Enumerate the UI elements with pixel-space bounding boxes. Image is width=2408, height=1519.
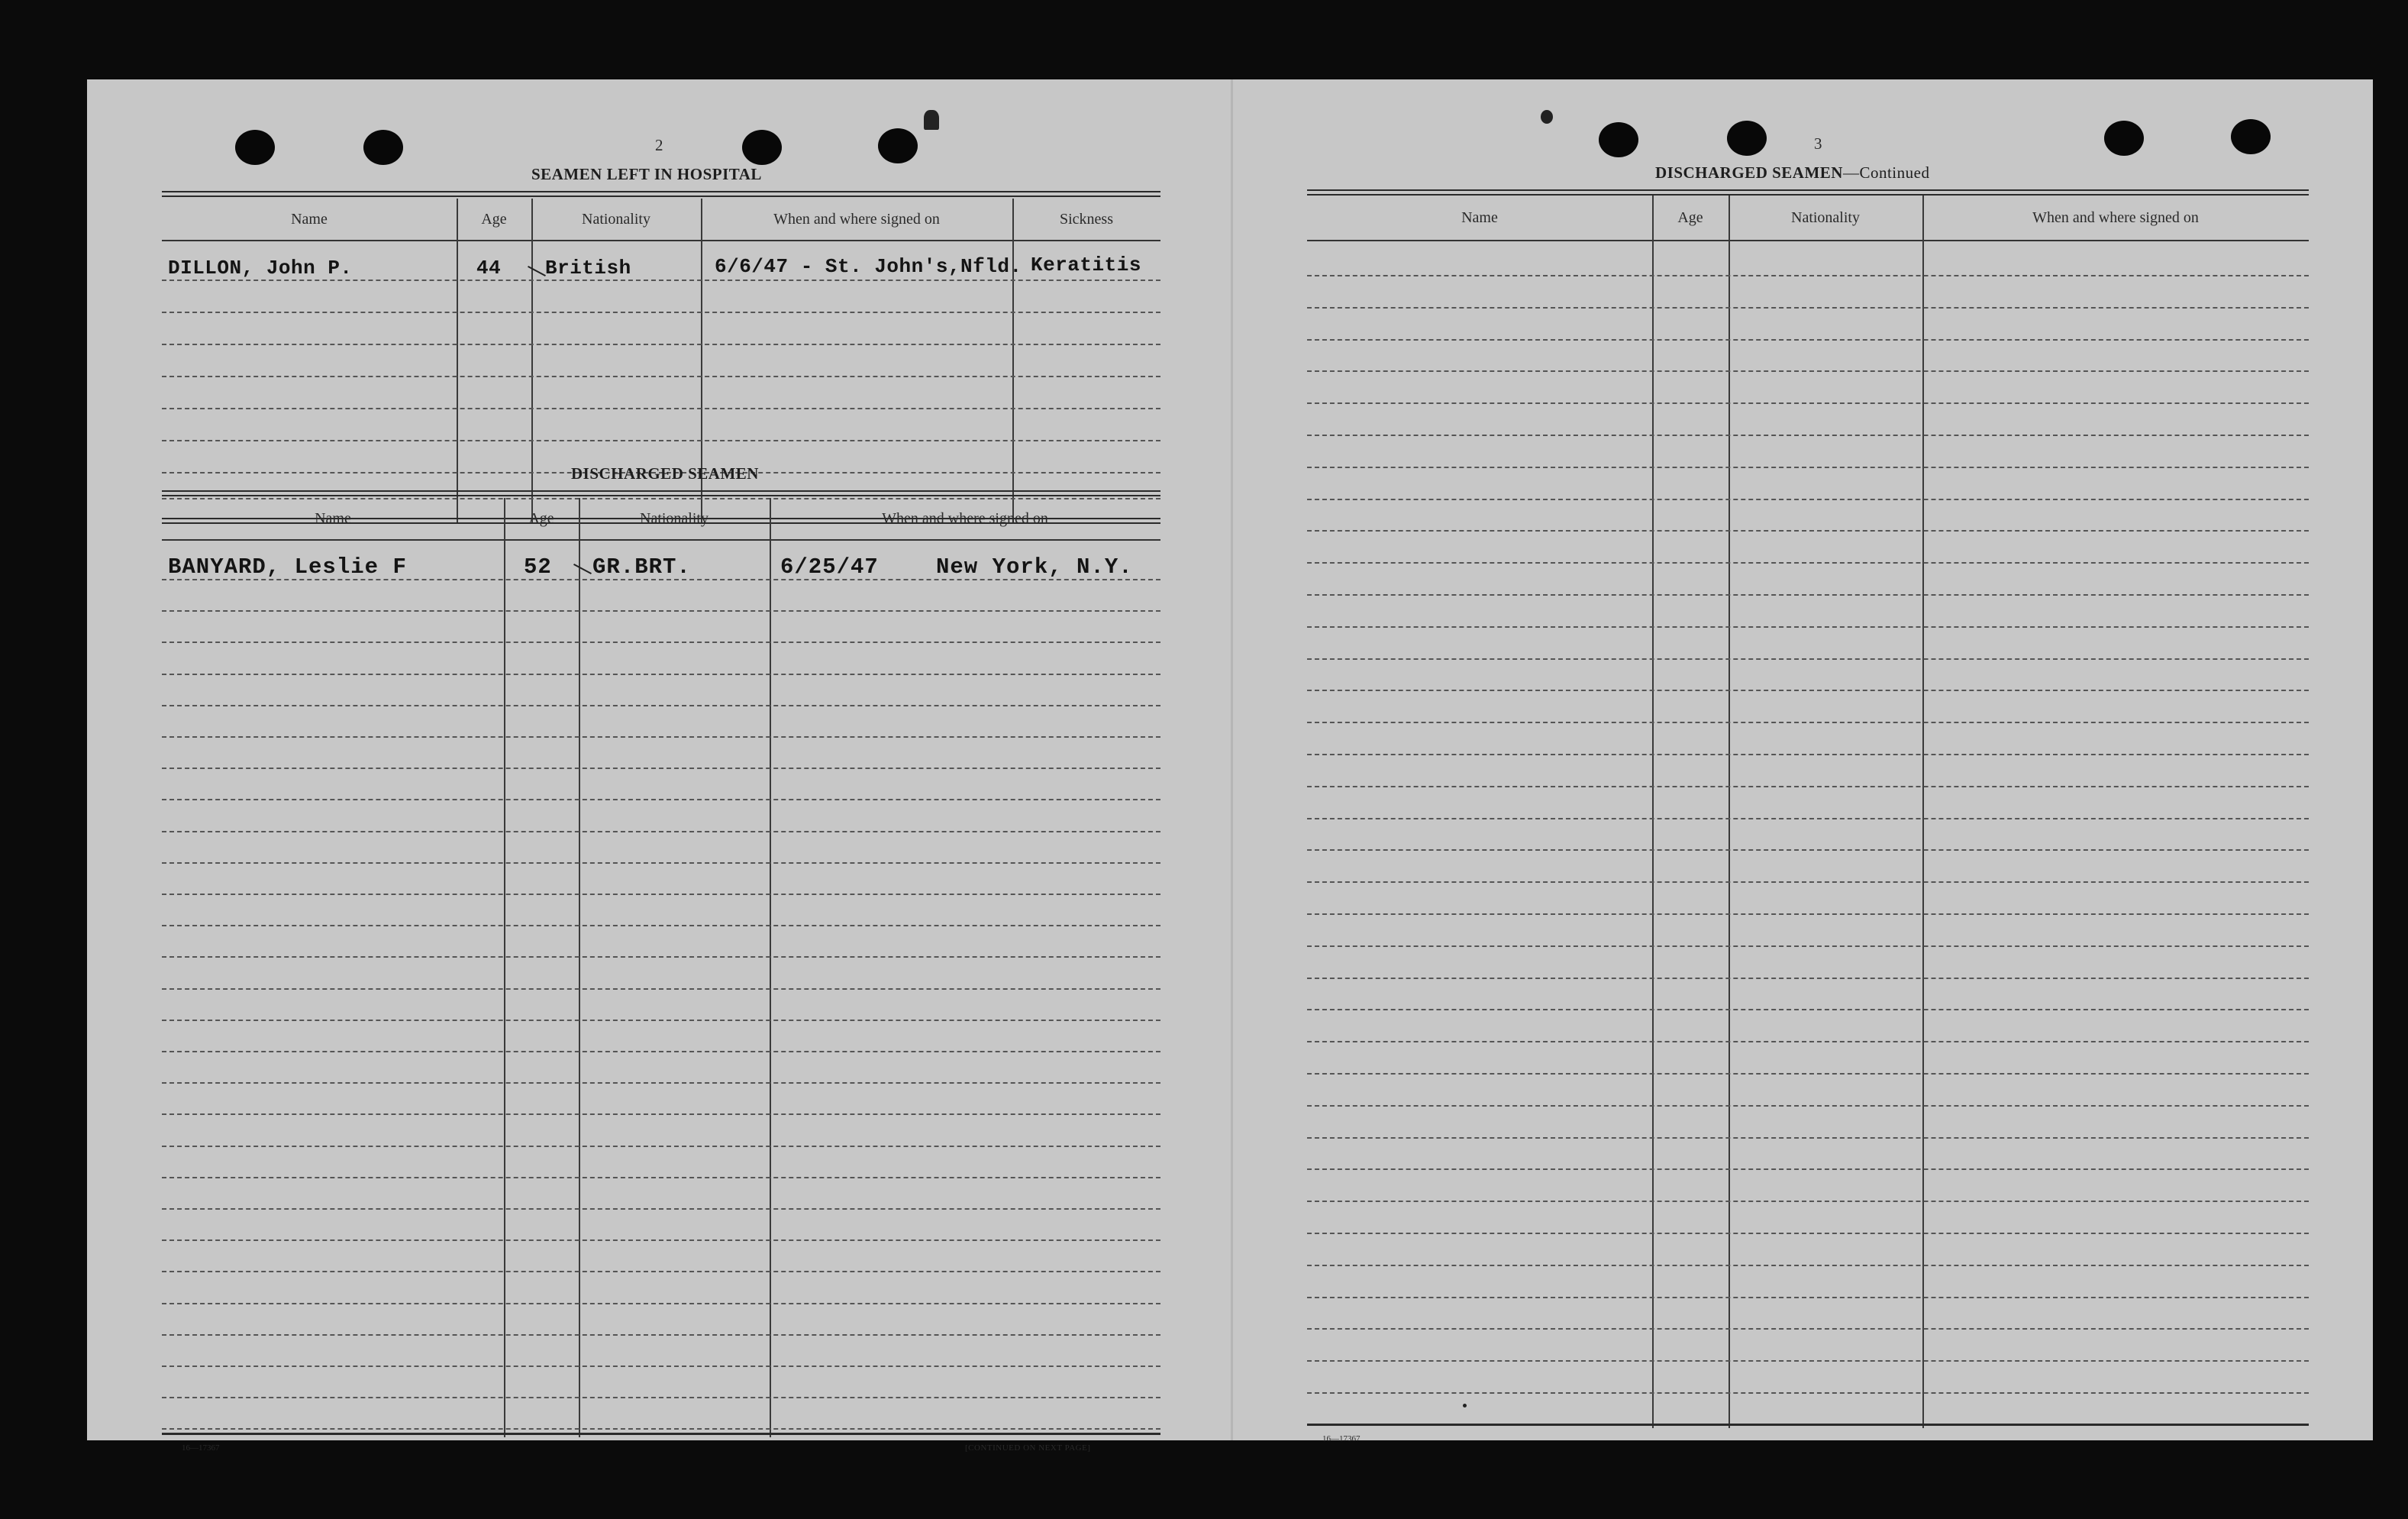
table-row-line — [1307, 1168, 2309, 1170]
form-number: 16—17367 — [182, 1443, 220, 1453]
table-row-line — [1307, 658, 2309, 660]
table-row-line — [162, 1020, 1160, 1021]
table-row-line — [162, 831, 1160, 832]
table-row-line — [1307, 1201, 2309, 1202]
table-row-line — [1307, 1233, 2309, 1234]
table-row-line — [162, 988, 1160, 990]
column-header-nationality: Nationality — [640, 510, 709, 527]
column-header-name: Name — [291, 211, 328, 228]
table-row-line — [1307, 913, 2309, 915]
table-row-line — [1307, 467, 2309, 468]
column-divider — [1729, 196, 1730, 1428]
column-header-age: Age — [528, 510, 554, 527]
table-row-line — [1307, 1297, 2309, 1298]
table-row-line — [1307, 786, 2309, 787]
bottom-rule — [1307, 1424, 2309, 1426]
table-row-line — [1307, 690, 2309, 691]
discharged-nationality-cell: GR.BRT. — [592, 554, 691, 580]
header-rule — [1307, 189, 2309, 196]
punch-hole — [2104, 121, 2144, 156]
discharged-age-cell: 52 — [524, 554, 552, 580]
table-row-line — [1307, 1009, 2309, 1010]
discharged-name-cell: BANYARD, Leslie F — [168, 554, 407, 580]
ink-speck — [1541, 110, 1553, 124]
column-divider — [504, 498, 505, 1437]
table-row-line — [1307, 1392, 2309, 1394]
punch-hole — [742, 130, 782, 165]
punch-hole — [1727, 121, 1767, 156]
punch-hole — [1599, 122, 1638, 157]
column-header-signed-on: When and where signed on — [882, 510, 1048, 527]
punch-hole — [878, 128, 918, 163]
table-row-line — [162, 956, 1160, 958]
column-header-nationality: Nationality — [582, 211, 650, 228]
table-row-line — [162, 1334, 1160, 1336]
table-row-line — [162, 1365, 1160, 1367]
header-rule — [162, 191, 1160, 197]
table-row-line — [162, 344, 1160, 345]
discharged-section-title: DISCHARGED SEAMEN — [571, 464, 759, 483]
title-suffix: —Continued — [1842, 163, 1930, 182]
page-number: 3 — [1814, 134, 1822, 153]
table-row-line — [1307, 818, 2309, 819]
table-row-line — [1307, 1265, 2309, 1266]
table-row-line — [162, 1428, 1160, 1430]
hospital-sickness-cell: Keratitis — [1031, 254, 1141, 276]
table-row-line — [1307, 530, 2309, 532]
check-mark — [528, 266, 546, 276]
discharged-signed-date-cell: 6/25/47 — [780, 554, 879, 580]
table-row-line — [162, 674, 1160, 675]
header-underline — [162, 539, 1160, 541]
table-row-line — [1307, 626, 2309, 628]
table-row-line — [162, 862, 1160, 864]
table-row-line — [162, 1051, 1160, 1052]
document-sheet — [87, 79, 2373, 1453]
table-row-line — [162, 1146, 1160, 1147]
table-row-line — [1307, 499, 2309, 500]
table-row-line — [1307, 881, 2309, 883]
table-row-line — [162, 1177, 1160, 1178]
table-row-line — [162, 1113, 1160, 1115]
hospital-age-cell: 44 — [476, 257, 502, 280]
table-row-line — [162, 312, 1160, 313]
table-row-line — [162, 610, 1160, 612]
continued-note: [CONTINUED ON NEXT PAGE] — [965, 1443, 1091, 1453]
table-row-line — [1307, 1041, 2309, 1042]
table-row-line — [162, 894, 1160, 895]
table-row-line — [162, 579, 1160, 580]
table-row-line — [162, 280, 1160, 281]
discharged-continued-title — [1655, 163, 1929, 183]
table-row-line — [1307, 370, 2309, 372]
hospital-signed-on-cell: 6/6/47 - St. John's,Nfld. — [715, 255, 1022, 278]
table-row-line — [162, 705, 1160, 706]
column-header-signed-on: When and where signed on — [2032, 209, 2199, 226]
table-row-line — [1307, 754, 2309, 755]
table-row-line — [1307, 1137, 2309, 1139]
table-row-line — [1307, 1073, 2309, 1075]
table-row-line — [162, 498, 1160, 499]
title-bold: DISCHARGED SEAMEN — [1655, 163, 1843, 182]
column-header-nationality: Nationality — [1791, 209, 1860, 226]
column-divider — [531, 199, 533, 522]
form-number: 16—17367 — [1322, 1434, 1361, 1443]
column-divider — [1652, 196, 1654, 1428]
column-divider — [457, 199, 458, 522]
table-row-line — [162, 1082, 1160, 1084]
punch-hole — [2231, 119, 2271, 154]
table-row-line — [1307, 402, 2309, 404]
table-row-line — [162, 925, 1160, 926]
column-header-age: Age — [481, 211, 507, 228]
table-row-line — [162, 1208, 1160, 1210]
hospital-section-title: SEAMEN LEFT IN HOSPITAL — [531, 165, 762, 183]
table-row-line — [162, 642, 1160, 643]
table-row-line — [1307, 307, 2309, 309]
table-row-line — [162, 440, 1160, 441]
column-header-age: Age — [1677, 209, 1703, 226]
column-divider — [579, 498, 580, 1437]
discharged-signed-place-cell: New York, N.Y. — [936, 554, 1133, 580]
column-header-name: Name — [1461, 209, 1498, 226]
page-gutter — [1231, 79, 1233, 1440]
page-number: 2 — [655, 136, 663, 154]
table-row-line — [162, 376, 1160, 377]
header-underline — [1307, 240, 2309, 241]
column-header-name: Name — [315, 510, 351, 527]
table-row-line — [162, 1397, 1160, 1398]
table-row-line — [162, 736, 1160, 738]
bottom-rule — [162, 1433, 1160, 1435]
header-underline — [162, 240, 1160, 241]
table-row-line — [162, 408, 1160, 409]
table-row-line — [1307, 945, 2309, 947]
table-row-line — [1307, 275, 2309, 276]
punch-hole — [235, 130, 275, 165]
table-row-line — [1307, 849, 2309, 851]
table-row-line — [1307, 1105, 2309, 1107]
column-header-sickness: Sickness — [1060, 211, 1113, 228]
table-row-line — [1307, 594, 2309, 596]
ink-speck — [924, 110, 939, 130]
hospital-nationality-cell: British — [545, 257, 631, 280]
table-row-line — [1307, 722, 2309, 723]
header-rule — [162, 490, 1160, 496]
table-row-line — [162, 768, 1160, 769]
column-divider — [1012, 199, 1014, 522]
check-mark — [573, 564, 592, 574]
column-divider — [770, 498, 771, 1437]
table-row-line — [162, 1303, 1160, 1304]
hospital-name-cell: DILLON, John P. — [168, 257, 353, 280]
table-row-line — [1307, 1328, 2309, 1330]
table-row-line — [1307, 1360, 2309, 1362]
table-row-line — [1307, 978, 2309, 979]
table-row-line — [1307, 339, 2309, 341]
table-row-line — [1307, 435, 2309, 436]
column-header-signed-on: When and where signed on — [773, 211, 940, 228]
column-divider — [1922, 196, 1924, 1428]
ink-speck — [1463, 1404, 1467, 1407]
punch-hole — [363, 130, 403, 165]
table-row-line — [162, 1271, 1160, 1272]
table-row-line — [162, 1239, 1160, 1241]
table-row-line — [1307, 562, 2309, 564]
table-row-line — [162, 799, 1160, 800]
